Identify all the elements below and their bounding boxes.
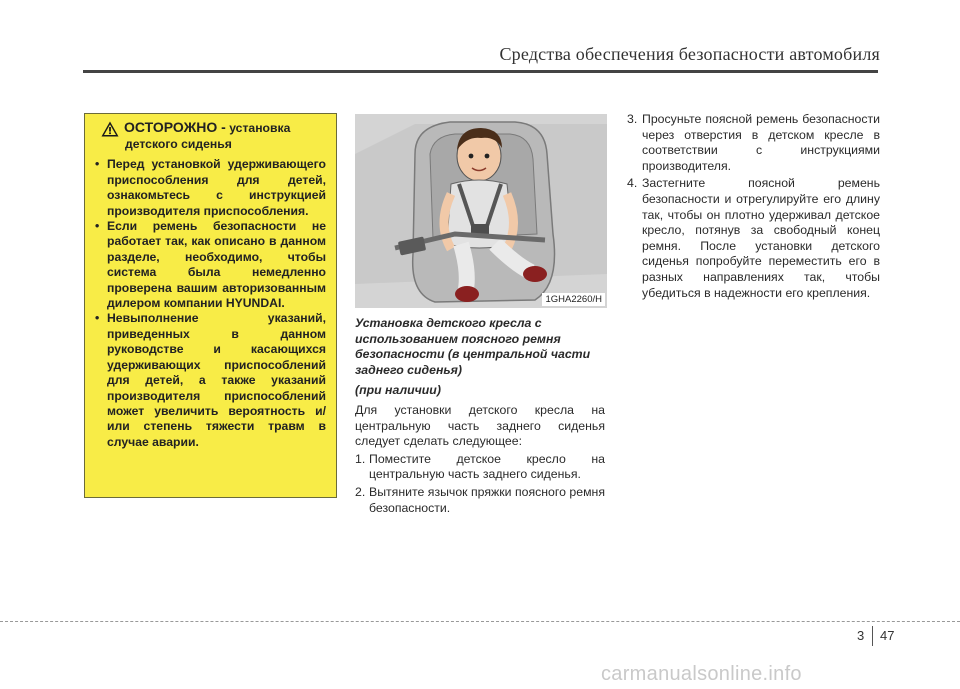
child-seat-drawing xyxy=(355,114,607,308)
warning-item-text: Если ремень безопасности не работает так, как описано в данном разделе, необходимо, чтобы система была немедленно проверена вашим авторизованным дилером компании HYUNDAI. xyxy=(107,219,326,311)
figure-caption-note: (при наличии) xyxy=(355,383,441,398)
step-number: 4. xyxy=(627,176,638,191)
figure-caption: Установка детского кресла с использованием поясного ремня безопасности (в центральной части заднего сиденья) xyxy=(355,316,591,377)
bullet: • xyxy=(95,311,100,326)
intro-paragraph: Для установки детского кресла на центральную часть заднего сиденья следует сделать следующее: xyxy=(355,402,605,449)
step-text: Просуньте поясной ремень безопасности через отверстия в детском кресле в соответствии с инструкциями производителя. xyxy=(642,112,880,173)
step-item xyxy=(627,176,880,301)
warning-title-line2: детского сиденья xyxy=(125,137,232,151)
step-item xyxy=(355,452,605,483)
warning-title-rest: установка xyxy=(225,121,291,135)
page-number-divider xyxy=(872,626,873,646)
bullet: • xyxy=(95,219,100,234)
page-number: 47 xyxy=(880,628,895,643)
warning-triangle-icon xyxy=(101,121,119,137)
bullet: • xyxy=(95,157,100,172)
step-item xyxy=(627,112,880,174)
main-text-column xyxy=(355,316,605,516)
step-text: Вытяните язычок пряжки поясного ремня безопасности. xyxy=(369,484,605,515)
step-number: 3. xyxy=(627,112,638,126)
warning-item xyxy=(95,311,326,450)
warning-item xyxy=(95,157,326,219)
chapter-number: 3 xyxy=(857,628,865,643)
warning-item xyxy=(95,219,326,311)
step-item xyxy=(355,485,605,516)
illustration-code: 1GHA2260/H xyxy=(542,293,605,306)
section-title: Средства обеспечения безопасности автомобиля xyxy=(499,44,880,64)
warning-box xyxy=(84,113,337,498)
warning-item-text: Невыполнение указаний, приведенных в данном руководстве и касающихся удерживающих приспособлений для детей, а также указаний производителя приспособлений может увеличить вероятность и/или степень тяжести травм в случае аварии. xyxy=(107,311,326,449)
step-text: Застегните поясной ремень безопасности и отрегулируйте его длину так, чтобы он плотно удерживал детское кресло, потянув за свободный конец ремня. После установки детского сиденья попробуйте переместить его в разных направлениях так, чтобы убедиться в надежности его крепления. xyxy=(642,176,880,300)
watermark: carmanualsonline.info xyxy=(601,663,802,685)
step-text: Поместите детское кресло на центральную часть заднего сиденья. xyxy=(369,451,605,482)
warning-item-text: Перед установкой удерживающего приспособления для детей, ознакомьтесь с инструкцией производителя приспособления. xyxy=(107,157,326,218)
child-seat-illustration xyxy=(355,114,607,308)
header-divider xyxy=(83,70,878,73)
right-text-column xyxy=(627,110,880,301)
warning-title-caps: ОСТОРОЖНО - xyxy=(124,119,226,135)
footer-divider xyxy=(0,621,960,622)
warning-title xyxy=(101,120,326,137)
step-number: 2. xyxy=(355,484,366,499)
step-number: 1. xyxy=(355,451,366,466)
